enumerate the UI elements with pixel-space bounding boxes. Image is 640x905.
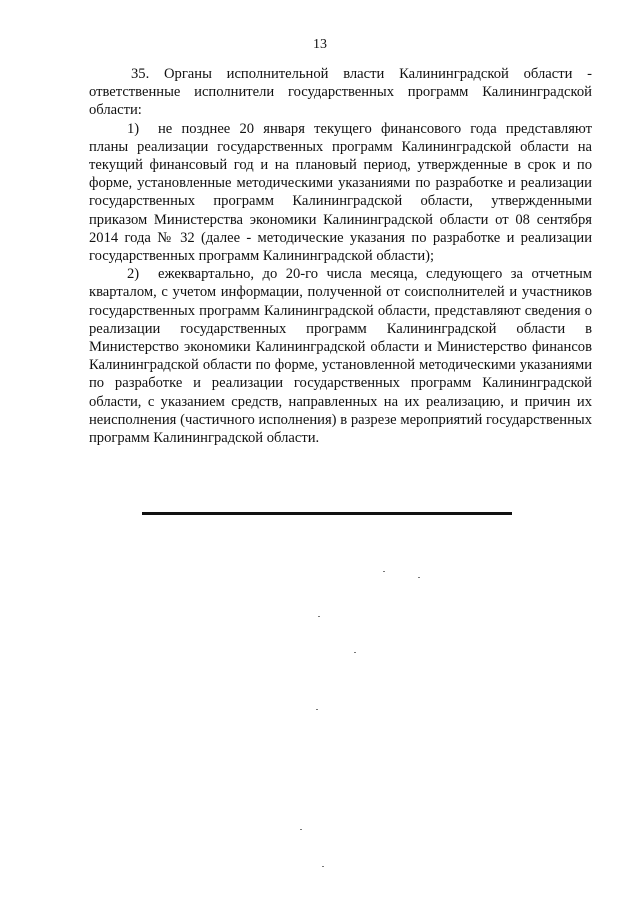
list-item-1-number: 1) (127, 120, 140, 137)
list-item-1 (89, 120, 592, 266)
list-item-2-text: ежеквартально, до 20-го числа месяца, следующего за отчетным кварталом, с учетом информации, полученной от соисполнителей и участников государственных программ Калининградской области, представляют сведения о реализации государственных программ Калининградской области в Министерство экономики Калининградской области и Министерство финансов Калининградской области по форме, установленной методическими указаниями по разработке и реализации государственных программ Калининградской области, с указанием средств, направленных на их реализацию, и причин их неисполнения (частичного исполнения) в разрезе мероприятий государственных программ Калининградской области. (89, 266, 592, 447)
scan-speck (354, 652, 356, 653)
scan-speck (383, 571, 385, 572)
scan-speck (318, 616, 320, 617)
list-item-2-number: 2) (127, 266, 140, 283)
scan-speck (300, 829, 302, 830)
scan-speck (316, 709, 318, 710)
scan-speck (322, 866, 324, 867)
list-item-2 (89, 265, 592, 447)
document-body (89, 65, 592, 447)
paragraph-35: 35. Органы исполнительной власти Калининградской области - ответственные исполнители государственных программ Калининградской области: (89, 66, 592, 119)
scan-speck (418, 577, 420, 578)
page-number: 13 (313, 37, 327, 52)
list-item-1-text: не позднее 20 января текущего финансового года представляют планы реализации государственных программ Калининградской области на текущий финансовый год и на плановый период, утвержденные в срок и по форме, установленные методическими указаниями по разработке и реализации государственных программ Калининградской области, утвержденными приказом Министерства экономики Калининградской области от 08 сентября 2014 года № 32 (далее - методические указания по разработке и реализации государственных программ Калининградской области); (89, 120, 592, 265)
section-end-rule (142, 512, 512, 515)
